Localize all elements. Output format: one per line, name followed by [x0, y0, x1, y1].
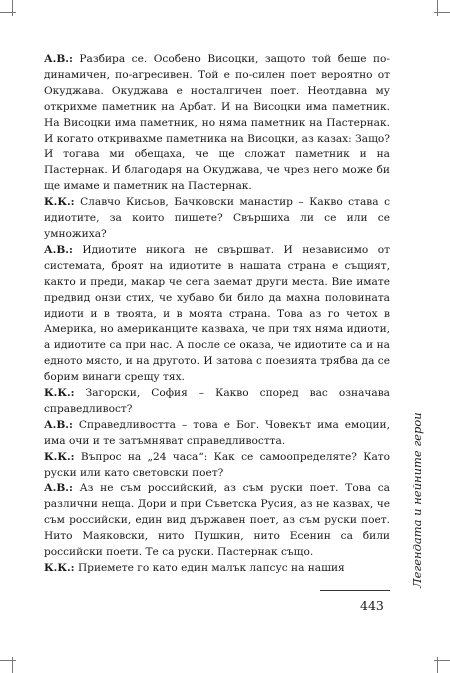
crop-mark — [12, 0, 13, 16]
body-text — [44, 52, 390, 577]
speaker: А.В.: — [44, 418, 73, 431]
paragraph — [44, 386, 390, 418]
paragraph — [44, 561, 390, 577]
paragraph — [44, 195, 390, 243]
crop-mark — [437, 657, 438, 673]
paragraph — [44, 418, 390, 450]
speaker: А.В.: — [44, 243, 73, 256]
paragraph-text: Идиотите никога не свършват. И независимо от системата, броят на идиотите в нашата страна е същият, както и преди, макар че сега заемат други места. Вие имате предвид онзи стих, че хубаво би било да махна половината идиоти и в твоята, и в моята страна. Това аз го четох в Америка, но американците казваха, че при тях няма идиоти, а идиотите са при нас. А после се оказа, че идиотите са и на едното място, и на другото. И затова с поезията трябва да се борим винаги срещу тях. — [44, 243, 390, 384]
speaker: К.К.: — [44, 562, 75, 574]
page-number: 443 — [360, 598, 384, 613]
page-number-rule — [320, 590, 390, 591]
paragraph-text: Аз не съм российский, аз съм руски поет. Това са различни неща. Дори и при Съветска Русия, аз не казвах, че съм российски, един вид държавен поет, аз съм руски поет. Нито Маяковски, нито Пушкин, нито Есенин са били российски поети. Те са руски. Пастернак също. — [44, 482, 390, 559]
paragraph-text: Въпрос на „24 часа“: Как се самоопределяте? Като руски или като световски поет? — [44, 450, 390, 479]
crop-mark — [437, 0, 438, 16]
paragraph — [44, 481, 390, 561]
paragraph-text: Разбира се. Особено Висоцки, защото той беше по-динамичен, по-агресивен. Той е по-силен поет вероятно от Окуджава. Окуджава е носталгичен поет. Неотдавна му открихме паметник на Арбат. И на Висоцки има паметник. На Висоцки има паметник, но няма паметник на Пастернак. И когато откривахме паметника на Висоцки, аз казах: Защо? И тогава ми обещаха, че ще сложат паметник и на Пастернак. И благодаря на Окуджава, че чрез него може би ще имаме и паметник на Пастернак. — [44, 53, 390, 193]
crop-mark — [0, 12, 16, 13]
paragraph — [44, 52, 390, 195]
crop-mark — [12, 657, 13, 673]
speaker: А.В.: — [44, 482, 73, 495]
speaker: К.К.: — [44, 387, 75, 400]
paragraph-text: Славчо Кисьов, Бачковски манастир – Какво става с идиотите, за които пишете? Свършиха ли се или се умножиха? — [44, 196, 390, 240]
speaker: К.К.: — [44, 450, 75, 463]
paragraph-text: Справедливостта – това е Бог. Човекът има емоции, има очи и те затъмняват справедливостта. — [44, 418, 390, 447]
crop-mark — [0, 660, 16, 661]
paragraph-text: Приемете го като един малък лапсус на нашия — [77, 562, 345, 574]
paragraph — [44, 243, 390, 386]
paragraph — [44, 450, 390, 482]
running-title: Легендата и нейните герои — [410, 412, 424, 588]
speaker: К.К.: — [44, 196, 75, 209]
speaker: А.В.: — [44, 53, 73, 65]
paragraph-text: Загорски, София – Какво според вас означава справедливост? — [44, 387, 390, 415]
